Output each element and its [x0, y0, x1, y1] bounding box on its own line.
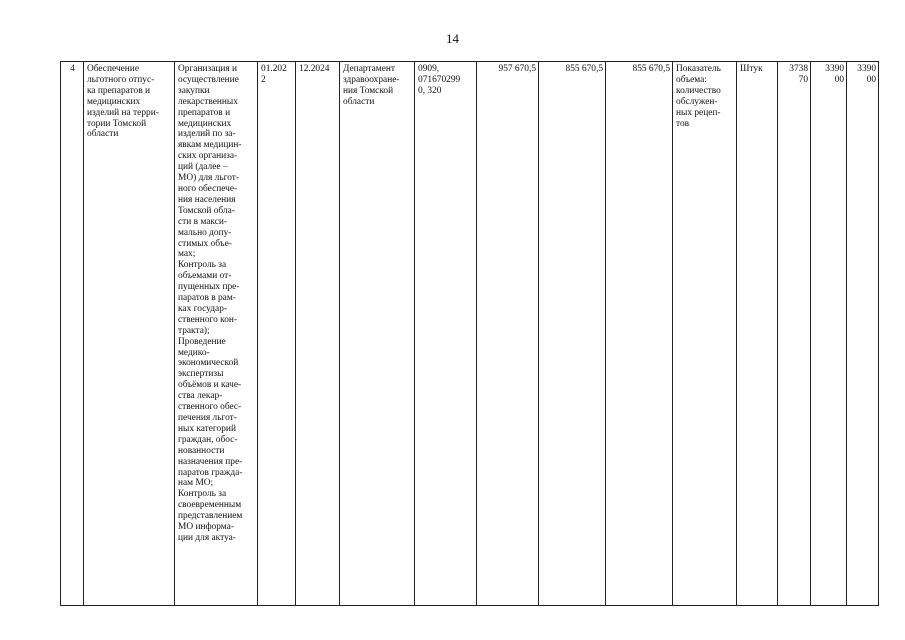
- text-line: препаратов и: [178, 107, 231, 118]
- text-line: Томской обла-: [178, 205, 235, 216]
- program-table: [60, 61, 879, 606]
- row-number-cell: 4: [61, 62, 84, 606]
- start-date-cell: [258, 62, 296, 606]
- text-line: 3390: [825, 64, 844, 74]
- text-line: объёмов и каче-: [178, 380, 242, 391]
- text-line: закупки: [178, 85, 210, 96]
- text-line: ния Томской: [343, 85, 394, 96]
- value-cell-3: [847, 62, 879, 606]
- text-line: Контроль за: [178, 260, 227, 271]
- text-line: нам МО;: [178, 478, 214, 489]
- text-line: сти в макси-: [178, 216, 228, 227]
- text-line: ках государ-: [178, 303, 228, 314]
- amount-cell-3: 855 670,5: [606, 62, 673, 606]
- text-line: паратов в рам-: [178, 293, 236, 304]
- text-line: медицинских: [178, 118, 232, 129]
- table-row: [61, 62, 879, 606]
- text-line: Обеспечение: [87, 64, 139, 74]
- text-line: ских организа-: [178, 151, 238, 162]
- text-line: Организация и: [178, 64, 238, 74]
- text-line: ции для актуа-: [178, 532, 236, 543]
- text-line: осуществление: [178, 74, 239, 85]
- text-line: льготного отпус-: [87, 74, 155, 85]
- value-cell-1: [778, 62, 811, 606]
- text-line: своевременным: [178, 500, 242, 511]
- text-line: Департамент: [343, 64, 395, 74]
- text-line: 2: [261, 74, 266, 85]
- text-line: экономической: [178, 358, 239, 369]
- text-line: ства лекар-: [178, 391, 223, 402]
- text-line: пущенных пре-: [178, 282, 240, 293]
- text-line: медико-: [178, 347, 210, 358]
- text-line: количество: [676, 85, 721, 96]
- text-line: МО информа-: [178, 522, 234, 533]
- budget-code-cell: [415, 62, 477, 606]
- text-line: стимых объе-: [178, 238, 232, 249]
- unit-cell: Штук: [737, 62, 778, 606]
- text-line: 0, 320: [418, 85, 442, 96]
- text-line: явкам медицин-: [178, 140, 242, 151]
- text-line: ственного обес-: [178, 402, 242, 413]
- text-line: тов: [676, 118, 690, 129]
- text-line: ка препаратов и: [87, 85, 151, 96]
- text-line: ных рецеп-: [676, 107, 721, 118]
- text-line: ния населения: [178, 194, 236, 205]
- text-line: медицинских: [87, 96, 141, 107]
- end-date-cell: 12.2024: [296, 62, 340, 606]
- text-line: изделий на терри-: [87, 107, 159, 118]
- text-line: 071670299: [418, 74, 461, 85]
- text-line: мально допу-: [178, 227, 232, 238]
- text-line: МО) для льгот-: [178, 173, 240, 184]
- amount-cell-2: 855 670,5: [539, 62, 606, 606]
- text-line: тории Томской: [87, 118, 147, 129]
- text-line: мах;: [178, 249, 196, 260]
- text-line: здравоохране-: [343, 74, 400, 85]
- text-line: лекарственных: [178, 96, 238, 107]
- text-line: тракта);: [178, 325, 210, 336]
- text-line: 70: [798, 74, 808, 85]
- page-number: 14: [446, 31, 459, 46]
- text-line: 01.202: [261, 64, 287, 74]
- text-line: назначения пре-: [178, 456, 243, 467]
- text-line: ственного кон-: [178, 314, 238, 325]
- text-line: 00: [834, 74, 844, 85]
- text-line: 3390: [857, 64, 876, 74]
- text-line: изделий по за-: [178, 129, 236, 140]
- text-line: 00: [866, 74, 876, 85]
- indicator-cell: [673, 62, 737, 606]
- executor-cell: [340, 62, 415, 606]
- text-line: нованности: [178, 445, 225, 456]
- measure-name-cell: [84, 62, 175, 606]
- text-line: Проведение: [178, 336, 226, 347]
- text-line: ций (далее –: [178, 162, 228, 173]
- text-line: объемами от-: [178, 271, 232, 282]
- amount-cell-1: 957 670,5: [477, 62, 539, 606]
- text-line: 0909,: [418, 64, 440, 74]
- text-line: печения льгот-: [178, 413, 237, 423]
- value-cell-2: [811, 62, 847, 606]
- text-line: граждан, обос-: [178, 434, 238, 445]
- text-line: обслужен-: [676, 96, 718, 107]
- activities-cell: [175, 62, 258, 606]
- text-line: области: [343, 96, 375, 107]
- text-line: ных категорий: [178, 423, 236, 434]
- text-line: паратов гражда-: [178, 467, 243, 478]
- text-line: ного обеспече-: [178, 183, 238, 194]
- text-line: области: [87, 129, 119, 140]
- text-line: представлением: [178, 511, 243, 522]
- text-line: экспертизы: [178, 369, 224, 380]
- text-line: Контроль за: [178, 489, 227, 500]
- text-line: Показатель: [676, 64, 721, 74]
- text-line: 3738: [789, 64, 808, 74]
- text-line: объема:: [676, 74, 707, 85]
